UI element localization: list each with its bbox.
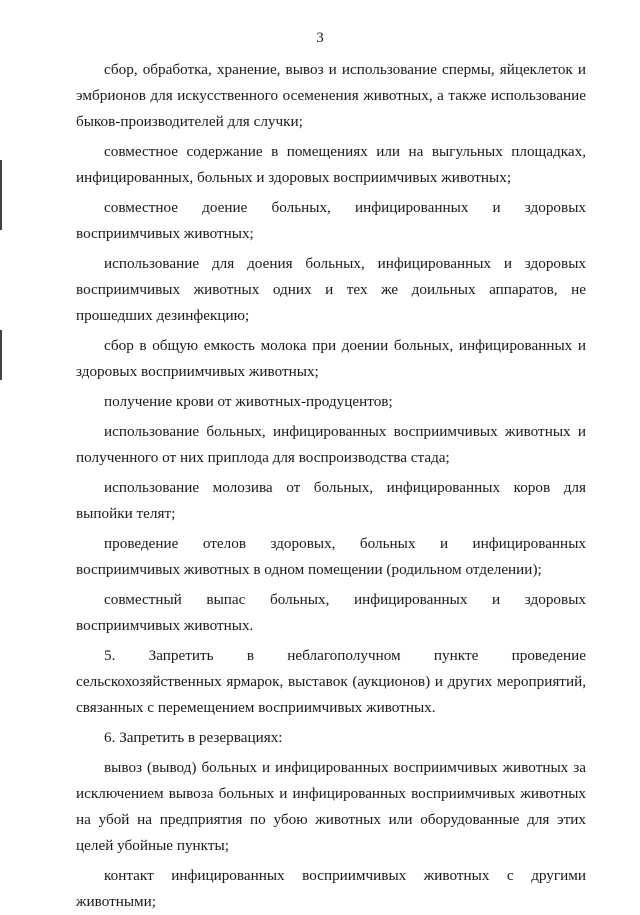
margin-mark-top [0,160,2,230]
paragraph: совместное доение больных, инфицированных и здоровых восприимчивых животных; [76,199,586,242]
paragraph: сбор, обработка, хранение, вывоз и использование спермы, яйцеклеток и эмбрионов для искусственного осеменения животных, а также использование быков-производителей для случки; [76,61,586,130]
paragraph-item-5: 5. Запретить в неблагополучном пункте проведение сельскохозяйственных ярмарок, выставок (аукционов) и других мероприятий, связанных с перемещением восприимчивых животных. [76,647,586,716]
margin-mark-middle [0,330,2,380]
paragraph: использование больных, инфицированных восприимчивых животных и полученного от них приплода для воспроизводства стада; [76,423,586,466]
paragraph: вывоз (вывод) больных и инфицированных восприимчивых животных за исключением вывоза больных и инфицированных восприимчивых животных на убой на предприятия по убою животных или оборудованные для этих целей убойные пункты; [76,759,586,854]
paragraph: совместное содержание в помещениях или на выгульных площадках, инфицированных, больных и здоровых восприимчивых животных; [76,143,586,186]
paragraph-item-6-heading: 6. Запретить в резервациях: [104,729,283,746]
paragraph: совместный выпас больных, инфицированных и здоровых восприимчивых животных. [76,591,586,634]
paragraph: контакт инфицированных восприимчивых животных с другими животными; [76,867,586,910]
paragraph: проведение отелов здоровых, больных и инфицированных восприимчивых животных в одном помещении (родильном отделении); [76,535,586,578]
paragraph: использование для доения больных, инфицированных и здоровых восприимчивых животных одних и тех же доильных аппаратов, не прошедших дезинфекцию; [76,255,586,324]
paragraph: использование молозива от больных, инфицированных коров для выпойки телят; [76,479,586,522]
paragraph: получение крови от животных-продуцентов; [104,393,393,410]
page-number: 3 [316,30,324,46]
paragraph: сбор в общую емкость молока при доении больных, инфицированных и здоровых восприимчивых животных; [76,337,586,380]
document-body [76,57,586,915]
